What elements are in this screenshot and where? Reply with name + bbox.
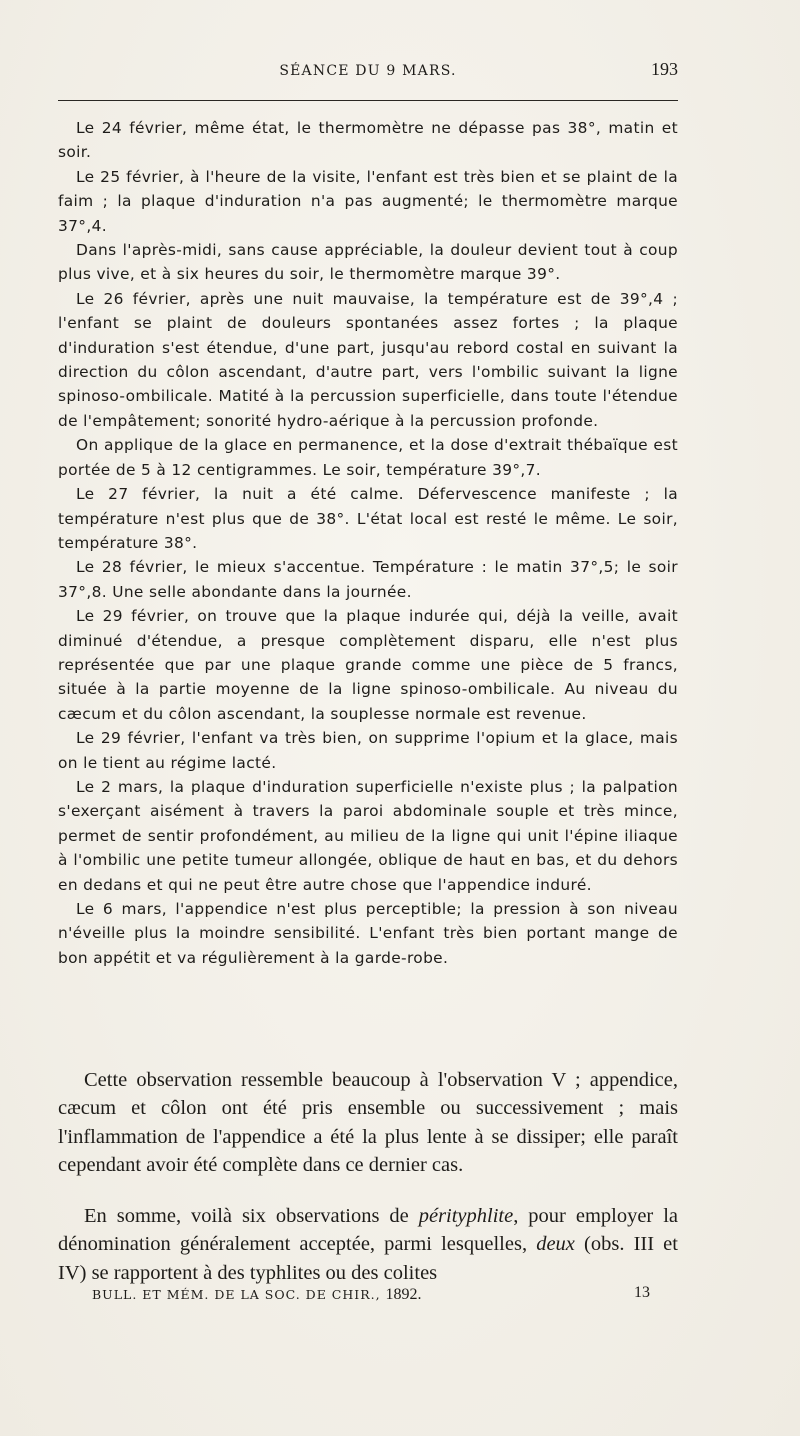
paragraph: Dans l'après-midi, sans cause appréciable, la douleur devient tout à coup plus vive, et à six heures du soir, le thermomètre marque 39°. bbox=[58, 241, 678, 284]
page-number: 193 bbox=[651, 59, 678, 79]
paragraph: Le 24 février, même état, le thermomètre ne dépasse pas 38°, matin et soir. bbox=[58, 119, 678, 162]
footer-signature bbox=[92, 1286, 422, 1304]
summary-text-2: , pour employer la dénomination généralement acceptée, parmi lesquelles, bbox=[58, 1205, 679, 1256]
header-rule bbox=[58, 100, 678, 101]
paragraph: Le 2 mars, la plaque d'induration superficielle n'existe plus ; la palpation s'exerçant aisément à travers la paroi abdominale souple et très mince, permet de sentir profondément, au milieu de la ligne qui unit l'épine iliaque à l'ombilic une petite tumeur allongée, oblique de haut en bas, et du dehors en dedans et qui ne peut être autre chose que l'appendice induré. bbox=[58, 777, 678, 894]
paragraph: Le 27 février, la nuit a été calme. Défervescence manifeste ; la température n'est plus que de 38°. L'état local est resté le même. Le soir, température 38°. bbox=[58, 485, 678, 552]
case-observation-text bbox=[58, 116, 678, 970]
conclusion-block bbox=[58, 1066, 678, 1180]
summary-term: pérityphlite bbox=[418, 1205, 514, 1227]
paragraph: Le 6 mars, l'appendice n'est plus perceptible; la pression à son niveau n'éveille plus la moindre sensibilité. L'enfant très bien portant mange de bon appétit et va régulièrement à la garde-robe. bbox=[58, 900, 678, 967]
summary-paragraph bbox=[58, 1202, 678, 1287]
footer-signature-text: BULL. ET MÉM. DE LA SOC. DE CHIR., bbox=[92, 1287, 381, 1302]
running-title: SÉANCE DU 9 MARS. bbox=[279, 63, 457, 79]
summary-count: deux bbox=[536, 1233, 575, 1256]
running-head bbox=[58, 59, 678, 89]
paragraph: Le 26 février, après une nuit mauvaise, la température est de 39°,4 ; l'enfant se plaint de douleurs spontanées assez fortes ; la plaque d'induration s'est étendue, d'une part, jusqu'au rebord costal en suivant la direction du côlon ascendant, d'autre part, vers l'ombilic suivant la ligne spinoso-ombilicale. Matité à la percussion superficielle, dans toute l'étendue de l'empâtement; sonorité hydro-aérique à la percussion profonde. bbox=[58, 289, 678, 430]
footer-year: 1892. bbox=[385, 1286, 422, 1303]
summary-text-1: En somme, voilà six observations de bbox=[84, 1205, 419, 1227]
summary-block bbox=[58, 1202, 678, 1287]
footer-sheet-number: 13 bbox=[634, 1284, 650, 1301]
summary-text-3: (obs. III et IV) se rapportent à des typhlites ou des colites bbox=[58, 1233, 678, 1284]
paragraph: Le 28 février, le mieux s'accentue. Température : le matin 37°,5; le soir 37°,8. Une selle abondante dans la journée. bbox=[58, 558, 678, 601]
paragraph: On applique de la glace en permanence, et la dose d'extrait thébaïque est portée de 5 à 12 centigrammes. Le soir, température 39°,7. bbox=[58, 436, 678, 479]
conclusion-paragraph: Cette observation ressemble beaucoup à l'observation V ; appendice, cæcum et côlon ont été pris ensemble ou successivement ; mais l'inflammation de l'appendice a été la plus lente à se dissiper; elle paraît cependant avoir été complète dans ce dernier cas. bbox=[58, 1069, 678, 1177]
paragraph: Le 29 février, l'enfant va très bien, on supprime l'opium et la glace, mais on le tient au régime lacté. bbox=[58, 729, 678, 772]
paragraph: Le 29 février, on trouve que la plaque indurée qui, déjà la veille, avait diminué d'étendue, a presque complètement disparu, elle n'est plus représentée que par une plaque grande comme une pièce de 5 francs, située à la partie moyenne de la ligne spinoso-ombilicale. Au niveau du cæcum et du côlon ascendant, la souplesse normale est revenue. bbox=[58, 607, 678, 723]
paragraph: Le 25 février, à l'heure de la visite, l'enfant est très bien et se plaint de la faim ; la plaque d'induration n'a pas augmenté; le thermomètre marque 37°,4. bbox=[58, 167, 678, 235]
page-footer bbox=[92, 1284, 678, 1306]
